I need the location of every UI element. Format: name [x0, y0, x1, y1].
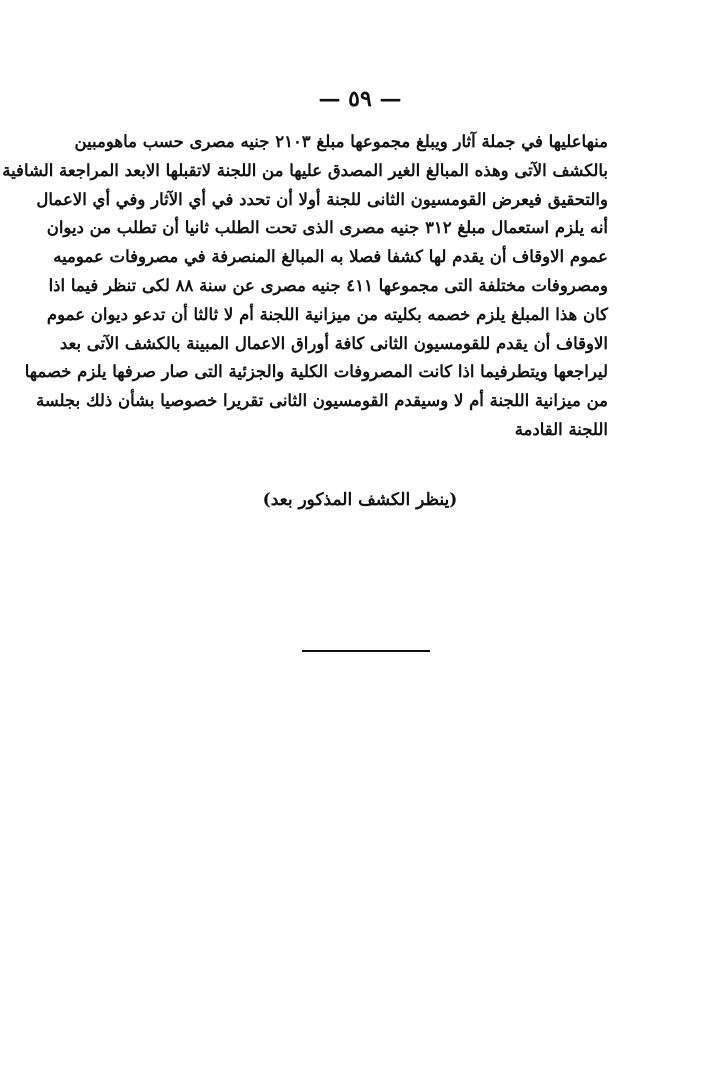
text-line: ليراجعها ويتطرفيما اذا كانت المصروفات الكلية والجزئية التى صار صرفها يلزم خصمها [24, 362, 608, 382]
text-line: ومصروفات مختلفة التى مجموعها ٤١١ جنيه مصرى عن سنة ٨٨ لكى تنظر فيما اذا [48, 275, 608, 295]
main-paragraph [2, 128, 608, 445]
page-number: — ٥٩ — [318, 86, 402, 112]
text-line: منهاعليها في جملة آثار ويبلغ مجموعها مبلغ ٢١٠٣ جنيه مصرى حسب ماهومبين [74, 132, 608, 151]
text-line: الاوقاف أن يقدم للقومسيون الثانى كافة أوراق الاعمال المبينة بالكشف الآتى بعد [59, 333, 608, 353]
text-line: أنه يلزم استعمال مبلغ ٣١٢ جنيه مصرى الذى تحت الطلب ثانيا أن تطلب من ديوان [46, 218, 608, 238]
text-line: عموم الاوقاف أن يقدم لها كشفا فصلا به المبالغ المنصرفة في مصروفات عموميه [53, 247, 608, 267]
text-line: كان هذا المبلغ يلزم خصمه بكليته من ميزانية اللجنة أم لا ثالثا أن تدعو ديوان عموم [46, 304, 608, 324]
text-line: بالكشف الآتى وهذه المبالغ الغير المصدق عليها من اللجنة لاتقبلها الابعد المراجعة الشافية [2, 160, 608, 180]
reference-note: (ينظر الكشف المذكور بعد) [262, 490, 458, 510]
text-line-last: اللجنة القادمة [514, 419, 608, 439]
horizontal-rule [302, 650, 430, 652]
text-line: من ميزانية اللجنة أم لا وسيقدم القومسيون الثانى تقريرا خصوصيا بشأن ذلك بجلسة [35, 391, 608, 411]
text-line: والتحقيق فيعرض القومسيون الثانى للجنة أولا أن تحدد في أي الآثار وفي أي الاعمال [36, 189, 608, 209]
